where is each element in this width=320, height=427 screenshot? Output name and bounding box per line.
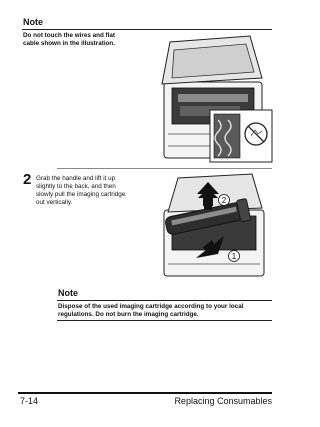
cartridge-removal-illustration	[148, 172, 276, 280]
note-heading: Note	[23, 17, 43, 27]
page-number: 7-14	[20, 396, 39, 406]
section-title: Replacing Consumables	[174, 396, 272, 406]
note-text-line: Dispose of the used imaging cartridge according to your local	[58, 303, 244, 310]
step-text	[36, 175, 125, 207]
note-rule-top	[57, 300, 272, 301]
step-text-line: slowly pull the imaging cartridge	[36, 191, 126, 198]
note-heading: Note	[58, 288, 78, 298]
step-text-line: Grab the handle and lift it up	[36, 175, 116, 182]
note-text-line: cable shown in the illustration.	[23, 40, 116, 47]
printer-wires-illustration	[150, 30, 275, 165]
callout-label: 2	[221, 196, 227, 205]
note-text-line: Do not touch the wires and flat	[23, 32, 116, 39]
note-rule-bottom	[57, 320, 272, 321]
step-number: 2	[23, 171, 32, 188]
note-text	[58, 303, 243, 319]
section-divider	[57, 168, 272, 169]
footer-rule	[18, 392, 272, 394]
step-text-line: slightly to the back, and then	[36, 183, 116, 190]
note-text-line: regulations. Do not burn the imaging cartridge.	[58, 311, 199, 318]
step-text-line: out vertically.	[36, 199, 73, 206]
note-text	[23, 32, 115, 48]
callout-label: 1	[231, 252, 237, 261]
